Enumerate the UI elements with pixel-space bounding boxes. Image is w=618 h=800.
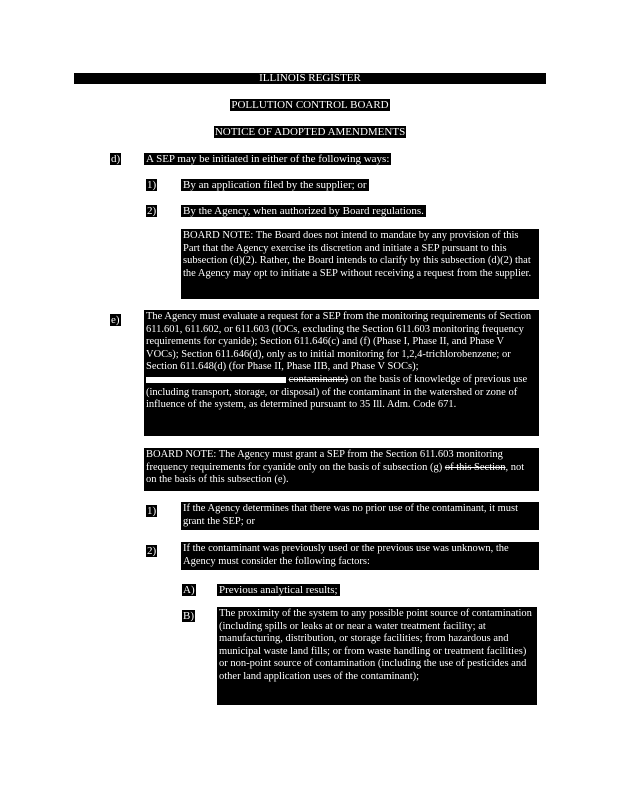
notice-title-line: [74, 126, 546, 138]
section-d-item-1-label: 1): [147, 179, 157, 191]
section-e-text-before: The Agency must evaluate a request for a SEP from the monitoring requirements of Section 611.601, 611.602, or 611.603 (IOCs, excluding the Section 611.603 monitoring frequency requirements for cyanide); Section 611.646(c) and (f) (Phase I, Phase II, and Phase V VOCs); Section 611.646(d), only as to initial monitoring for 1,2,4-trichlorobenzene; or Section 611.648(d) (for Phase II, Phase IIB, and Phase V SOCs);: [146, 311, 532, 373]
board-title: POLLUTION CONTROL BOARD: [231, 99, 389, 111]
section-e-subitem-b-label: B): [183, 610, 194, 622]
section-e-note-after: , not on the basis of this subsection (e).: [146, 461, 525, 486]
section-d-item-2-text: By the Agency, when authorized by Board regulations.: [183, 205, 424, 217]
board-title-line: [74, 99, 546, 111]
section-e-struck-text: contaminants): [288, 373, 349, 385]
section-d-text-line: [144, 153, 391, 165]
section-d-item-1-line: [181, 179, 369, 191]
section-e-item-2-text: If the contaminant was previously used or the previous use was unknown, the Agency must consider the following factors:: [181, 542, 539, 570]
section-d-item-2-label: 2): [147, 205, 157, 217]
section-d-item-1-text: By an application filed by the supplier; or: [183, 179, 367, 191]
section-e-item-1-label: 1): [147, 505, 157, 517]
section-d-board-note: BOARD NOTE: The Board does not intend to mandate by any provision of this Part that the Agency exercise its discretion and initiate a SEP pursuant to this subsection (d)(2). Rather, the Board intends to clarify by this subsection (d)(2) that the Agency may opt to initiate a SEP without receiving a request from the supplier.: [181, 229, 539, 299]
section-e-item-2-label: 2): [147, 545, 157, 557]
section-e-note-struck: of this Section: [444, 461, 506, 473]
section-d-text: A SEP may be initiated in either of the following ways:: [146, 153, 390, 165]
section-e-subitem-a-text: Previous analytical results;: [219, 584, 338, 596]
register-title: ILLINOIS REGISTER: [259, 72, 361, 84]
section-d-label: d): [111, 153, 121, 165]
section-d-item-2-line: [181, 205, 426, 217]
section-e-subitem-a-label: A): [183, 584, 195, 596]
register-header-bar: [74, 73, 546, 84]
section-e-paragraph: [144, 310, 539, 436]
section-e-item-1-text: If the Agency determines that there was no prior use of the contaminant, it must grant the SEP; or: [181, 502, 539, 530]
notice-title: NOTICE OF ADOPTED AMENDMENTS: [214, 126, 406, 138]
section-e-board-note: [144, 448, 539, 491]
redacted-bar: [146, 377, 286, 383]
section-e-note-before: BOARD NOTE: The Agency must grant a SEP from the Section 611.603 monitoring frequency requirements for cyanide only on the basis of subsection (g): [146, 449, 503, 473]
section-e-subitem-b-text: The proximity of the system to any possible point source of contamination (including spills or leaks at or near a water treatment facility; at manufacturing, distribution, or storage facilities; from hazardous and municipal waste land fills; or from waste handling or treatment facilities) or non-point source of contamination (including the use of pesticides and other land application uses of the contaminant);: [217, 607, 537, 705]
section-e-label: e): [111, 314, 120, 326]
section-e-text-after: on the basis of knowledge of previous use (including transport, storage, or disposal) of the contaminant in the watershed or zone of influence of the system, as determined pursuant to 35 Ill. Adm. Code 671.: [146, 373, 528, 411]
section-e-subitem-a-line: [217, 584, 340, 596]
